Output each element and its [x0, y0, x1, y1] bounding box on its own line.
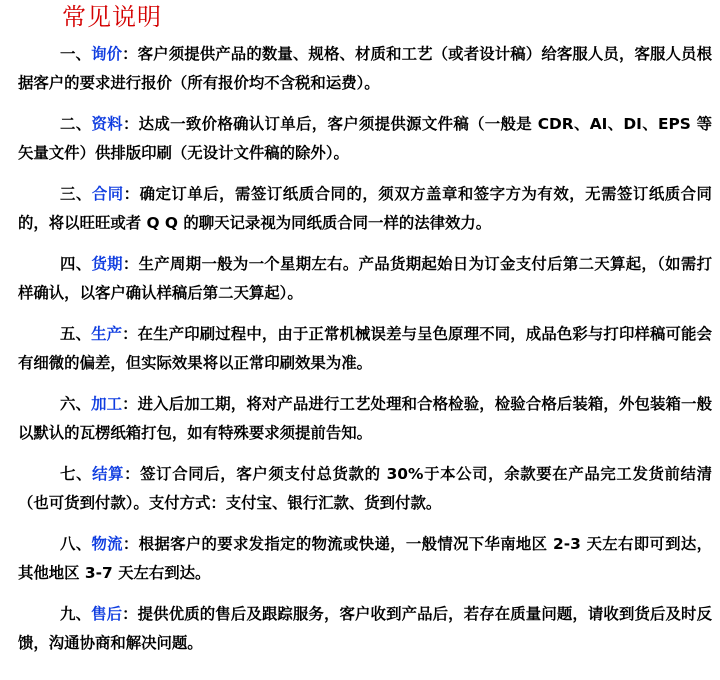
item-keyword: 货期 [91, 255, 123, 273]
item-text: 生产周期一般为一个星期左右。产品货期起始日为订金支付后第二天算起，（如需打样确认，以客户确认样稿后第二天算起）。 [18, 255, 712, 302]
faq-item-after-sales [18, 600, 712, 658]
item-text: 进入后加工期，将对产品进行工艺处理和合格检验，检验合格后装箱，外包装箱一般以默认的瓦楞纸箱打包，如有特殊要求须提前告知。 [18, 395, 712, 442]
faq-item-inquiry [18, 40, 712, 98]
item-text: 在生产印刷过程中，由于正常机械误差与呈色原理不同，成品色彩与打印样稿可能会有细微的偏差，但实际效果将以正常印刷效果为准。 [18, 325, 712, 372]
faq-item-logistics [18, 530, 712, 588]
item-keyword: 合同 [91, 185, 124, 203]
item-keyword: 结算 [92, 465, 125, 483]
item-separator: ： [122, 115, 139, 133]
item-number: 八、 [60, 535, 92, 553]
item-number: 四、 [60, 255, 92, 273]
item-separator: ： [122, 45, 138, 63]
faq-item-production [18, 320, 712, 378]
item-separator: ： [122, 605, 138, 623]
item-text: 确定订单后，需签订纸质合同的，须双方盖章和签字方为有效，无需签订纸质合同的，将以旺旺或者 Q Q 的聊天记录视为同纸质合同一样的法律效力。 [18, 185, 712, 232]
item-text: 客户须提供产品的数量、规格、材质和工艺（或者设计稿）给客服人员，客服人员根据客户的要求进行报价（所有报价均不含税和运费）。 [18, 45, 712, 92]
item-keyword: 物流 [91, 535, 123, 553]
item-number: 九、 [60, 605, 92, 623]
item-number: 七、 [60, 465, 93, 483]
item-text: 提供优质的售后及跟踪服务，客户收到产品后，若存在质量问题，请收到货后及时反馈，沟通协商和解决问题。 [18, 605, 712, 652]
page-title: 常见说明 [62, 3, 162, 31]
item-number: 三、 [60, 185, 92, 203]
item-keyword: 加工 [91, 395, 123, 413]
item-separator: ： [122, 255, 139, 273]
item-number: 一、 [60, 45, 92, 63]
item-keyword: 售后 [91, 605, 123, 623]
item-separator: ： [122, 325, 138, 343]
item-separator: ： [122, 395, 138, 413]
faq-item-delivery-time [18, 250, 712, 308]
item-keyword: 询价 [91, 45, 123, 63]
item-keyword: 资料 [91, 115, 123, 133]
item-separator: ： [122, 535, 139, 553]
item-number: 五、 [60, 325, 92, 343]
faq-list [18, 40, 712, 670]
faq-item-settlement [18, 460, 712, 518]
faq-item-processing [18, 390, 712, 448]
item-keyword: 生产 [91, 325, 123, 343]
faq-item-materials [18, 110, 712, 168]
item-separator: ： [123, 185, 140, 203]
item-number: 二、 [60, 115, 92, 133]
faq-item-contract [18, 180, 712, 238]
item-text: 达成一致价格确认订单后，客户须提供源文件稿（一般是 CDR、AI、DI、EPS 等矢量文件）供排版印刷（无设计文件稿的除外）。 [18, 115, 712, 162]
item-number: 六、 [60, 395, 92, 413]
item-text: 签订合同后，客户须支付总货款的 30%于本公司，余款要在产品完工发货前结清（也可货到付款）。支付方式：支付宝、银行汇款、货到付款。 [18, 465, 712, 512]
item-separator: ： [124, 465, 141, 483]
item-text: 根据客户的要求发指定的物流或快递，一般情况下华南地区 2-3 天左右即可到达，其他地区 3-7 天左右到达。 [18, 535, 712, 582]
